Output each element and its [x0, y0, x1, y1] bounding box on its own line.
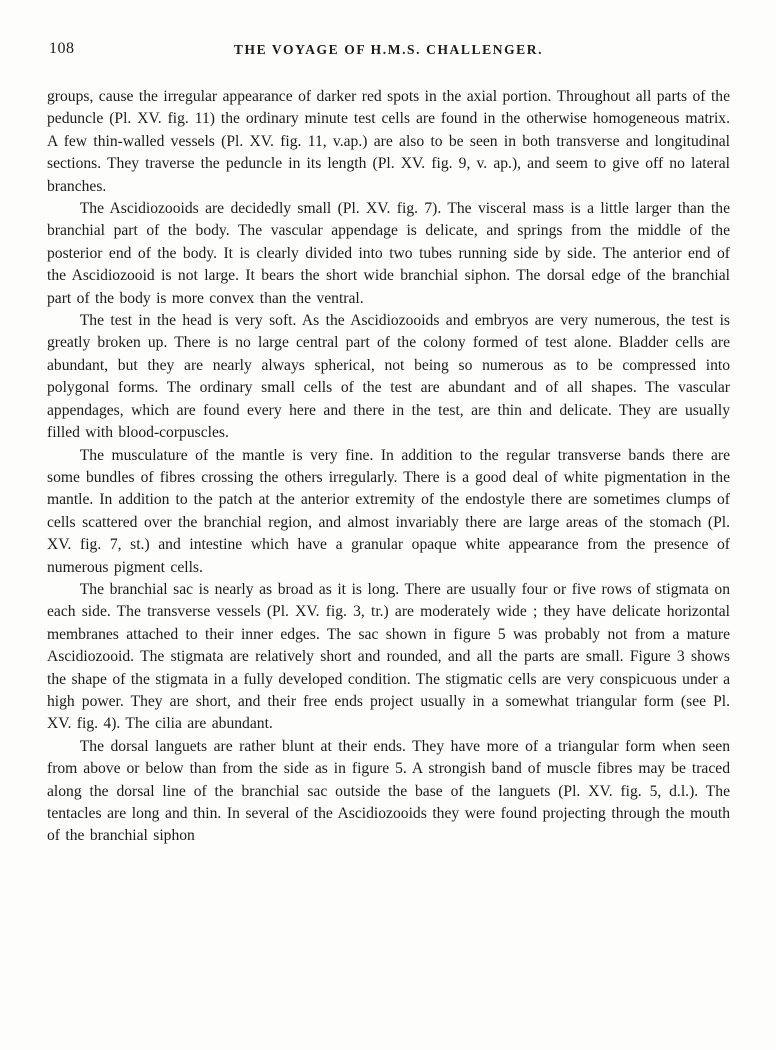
page-header [47, 40, 730, 62]
paragraph: groups, cause the irregular appearance of darker red spots in the axial portion. Throughout all parts of the peduncle (Pl. XV. fig. 11) the ordinary minute test cells are found in the otherwise homogeneous matrix. A few thin-walled vessels (Pl. XV. fig. 11, v.ap.) are also to be seen in both transverse and longitudinal sections. They traverse the peduncle in its length (Pl. XV. fig. 9, v. ap.), and seem to give off no lateral branches. [47, 88, 730, 195]
paragraph: The test in the head is very soft. As the Ascidiozooids and embryos are very numerous, the test is greatly broken up. There is no large central part of the colony formed of test alone. Bladder cells are abundant, but they are nearly always spherical, not being so numerous as to be compressed into polygonal forms. The ordinary small cells of the test are abundant and of all shapes. The vascular appendages, which are found every here and there in the test, are thin and delicate. They are usually filled with blood-corpuscles. [47, 312, 730, 442]
paragraph: The dorsal languets are rather blunt at their ends. They have more of a triangular form when seen from above or below than from the side as in figure 5. A strongish band of muscle fibres may be traced along the dorsal line of the branchial sac outside the base of the languets (Pl. XV. fig. 5, d.l.). The tentacles are long and thin. In several of the Ascidiozooids they were found projecting through the mouth of the branchial siphon [47, 737, 730, 845]
page-body [47, 86, 730, 848]
paragraph: The branchial sac is nearly as broad as it is long. There are usually four or five rows of stigmata on each side. The transverse vessels (Pl. XV. fig. 3, tr.) are moderately wide ; they have delicate horizontal membranes attached to their inner edges. The sac shown in figure 5 was probably not from a mature Ascidiozooid. The stigmata are relatively short and rounded, and all the parts are small. Figure 3 shows the shape of the stigmata in a fully developed condition. The stigmatic cells are very conspicuous under a high power. They are short, and their free ends project usually in a somewhat triangular form (see Pl. XV. fig. 4). The cilia are abundant. [47, 580, 730, 733]
running-title: THE VOYAGE OF H.M.S. CHALLENGER. [233, 42, 544, 57]
paragraph: The Ascidiozooids are decidedly small (Pl. XV. fig. 7). The visceral mass is a little larger than the branchial part of the body. The vascular appendage is delicate, and springs from the middle of the posterior end of the body. It is clearly divided into two tubes running side by side. The anterior end of the Ascidiozooid is not large. It bears the short wide branchial siphon. The dorsal edge of the branchial part of the body is more convex than the ventral. [47, 200, 730, 307]
page-number: 108 [49, 40, 75, 57]
paragraph: The musculature of the mantle is very fine. In addition to the regular transverse bands there are some bundles of fibres crossing the others irregularly. There is a good deal of white pigmentation in the mantle. In addition to the patch at the anterior extremity of the endostyle there are sometimes clumps of cells scattered over the branchial region, and almost invariably there are large areas of the stomach (Pl. XV. fig. 7, st.) and intestine which have a granular opaque white appearance from the presence of numerous pigment cells. [47, 446, 730, 576]
